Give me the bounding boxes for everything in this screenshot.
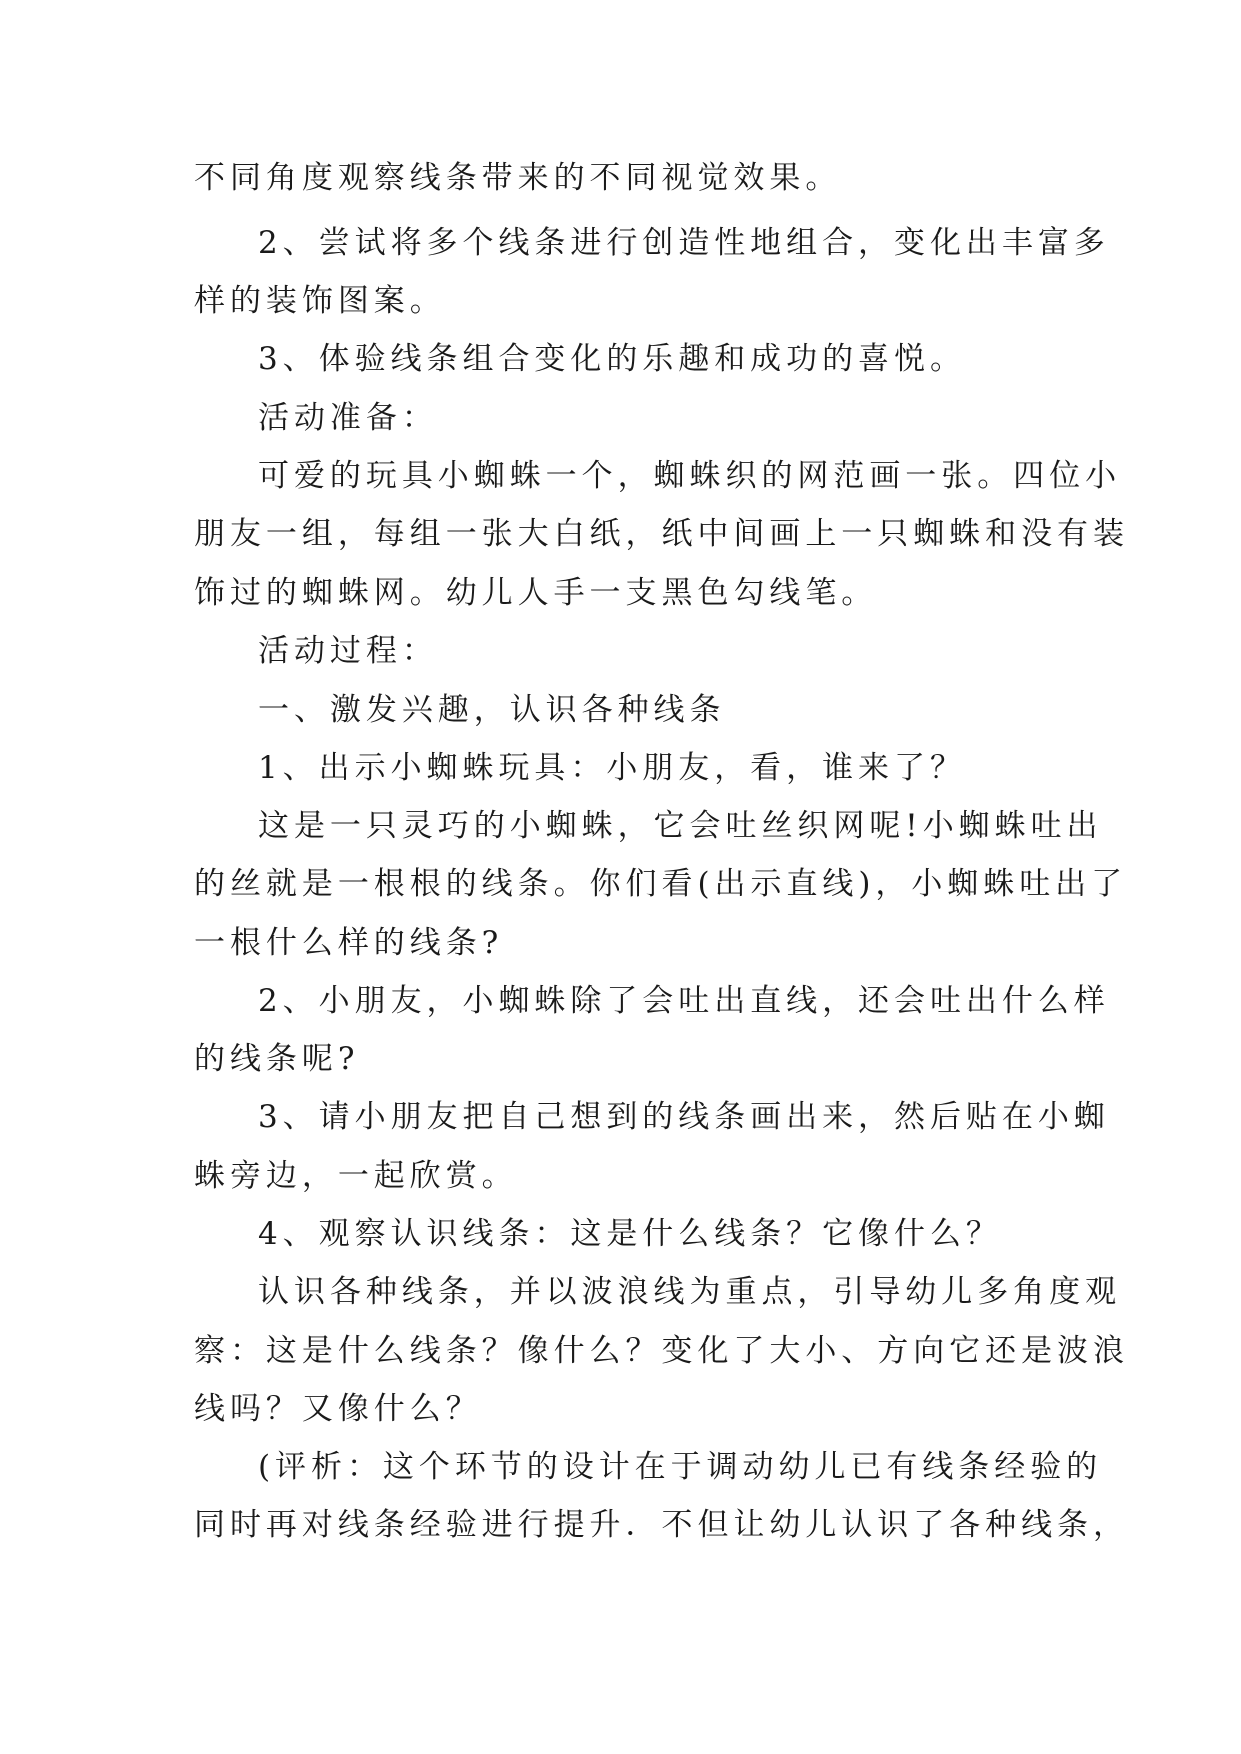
text-line: 的线条呢? bbox=[194, 1041, 360, 1077]
text-line: 线吗？又像什么？ bbox=[194, 1391, 482, 1427]
text-line: 3、请小朋友把自己想到的线条画出来，然后贴在小蜘 bbox=[258, 1099, 1110, 1135]
text-line: 的丝就是一根根的线条。你们看(出示直线)，小蜘蛛吐出了 bbox=[194, 866, 1128, 902]
text-line: 2、尝试将多个线条进行创造性地组合，变化出丰富多 bbox=[258, 225, 1110, 261]
text-line: 可爱的玩具小蜘蛛一个，蜘蛛织的网范画一张。四位小 bbox=[258, 458, 1122, 494]
text-line: 饰过的蜘蛛网。幼儿人手一支黑色勾线笔。 bbox=[194, 575, 878, 611]
text-line: 同时再对线条经验进行提升．不但让幼儿认识了各种线条， bbox=[194, 1507, 1129, 1543]
text-line: 不同角度观察线条带来的不同视觉效果。 bbox=[194, 160, 842, 196]
section-heading: 一、激发兴趣，认识各种线条 bbox=[258, 692, 726, 728]
text-line: 3、体验线条组合变化的乐趣和成功的喜悦。 bbox=[258, 341, 966, 377]
section-label: 活动过程： bbox=[258, 633, 438, 669]
text-line: 1、出示小蜘蛛玩具：小朋友，看，谁来了？ bbox=[258, 750, 966, 786]
text-line: 认识各种线条，并以波浪线为重点，引导幼儿多角度观 bbox=[258, 1274, 1122, 1310]
text-line: 察：这是什么线条？像什么？变化了大小、方向它还是波浪 bbox=[194, 1333, 1129, 1369]
text-line: 这是一只灵巧的小蜘蛛，它会吐丝织网呢!小蜘蛛吐出 bbox=[258, 808, 1103, 844]
text-line: 4、观察认识线条：这是什么线条？它像什么？ bbox=[258, 1216, 1002, 1252]
text-line: 样的装饰图案。 bbox=[194, 283, 446, 319]
text-line: (评析：这个环节的设计在于调动幼儿已有线条经验的 bbox=[258, 1449, 1103, 1485]
section-label: 活动准备： bbox=[258, 400, 438, 436]
text-line: 2、小朋友，小蜘蛛除了会吐出直线，还会吐出什么样 bbox=[258, 983, 1110, 1019]
text-line: 一根什么样的线条? bbox=[194, 925, 504, 961]
text-line: 蛛旁边，一起欣赏。 bbox=[194, 1158, 518, 1194]
text-line: 朋友一组，每组一张大白纸，纸中间画上一只蜘蛛和没有装 bbox=[194, 516, 1129, 552]
